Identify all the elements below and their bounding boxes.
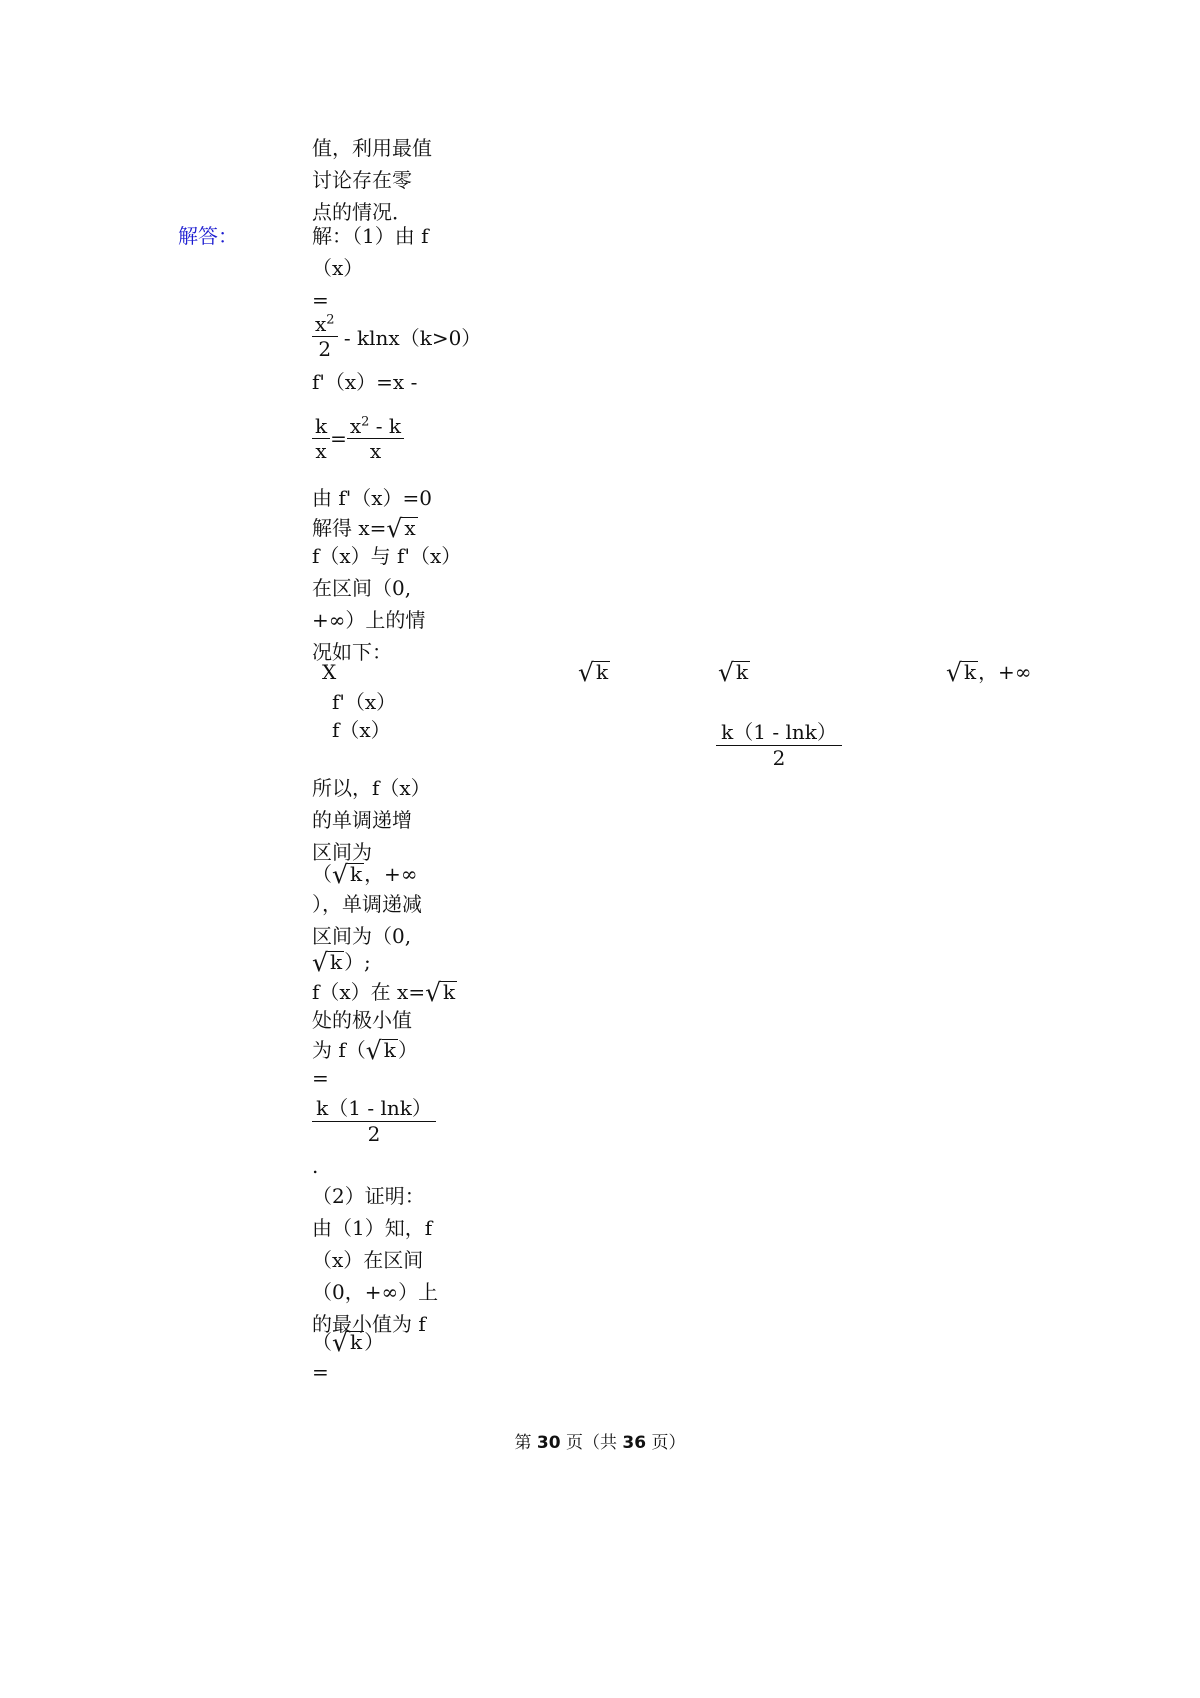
answer-line: = xyxy=(312,288,329,312)
function-definition xyxy=(312,312,481,361)
min-at-prefix: f（x）在 x= xyxy=(312,980,426,1004)
sqrt-x: √ x xyxy=(386,514,416,543)
derivative-line: f'（x）=x - xyxy=(312,370,418,394)
radicand: k xyxy=(595,660,609,684)
zero-line: 由 f'（x）=0 xyxy=(312,486,433,510)
min-value-line: 为 f（ √ k ） xyxy=(312,1036,418,1065)
solve-prefix: 解得 x= xyxy=(312,516,387,540)
radicand: k xyxy=(383,1038,396,1062)
table-cell-sqrt-k-2: √ k xyxy=(718,658,749,687)
min-line: 处的极小值 xyxy=(312,1008,412,1032)
frac-denominator: x xyxy=(347,438,404,463)
radicand: k xyxy=(963,660,977,684)
answer-line: （x） xyxy=(312,256,364,280)
page-number: 30 xyxy=(536,1433,561,1453)
radicand: k xyxy=(735,660,749,684)
radicand: x xyxy=(404,516,416,540)
answer-line: 解：（1）由 f xyxy=(312,224,429,248)
analysis-line: 讨论存在零 xyxy=(312,168,412,192)
intro-line: +∞）上的情 xyxy=(312,608,426,632)
paren-close: ） xyxy=(364,1330,385,1354)
table-cell-sqrt-k-1: √ k xyxy=(578,658,609,687)
analysis-block xyxy=(312,132,432,228)
conclusion-block-b xyxy=(312,888,422,952)
paren-close: ） xyxy=(397,1038,418,1062)
frac-numerator-rest: - k xyxy=(369,414,402,438)
intro-line: 况如下： xyxy=(312,640,392,664)
increasing-interval: （ √ k ，+∞ xyxy=(312,860,418,889)
table-row-label-x: X xyxy=(322,660,337,684)
fraction-k-over-x xyxy=(312,414,330,463)
part2-line: （x）在区间 xyxy=(312,1248,424,1272)
footer-suffix: 页） xyxy=(651,1433,686,1453)
part2-block xyxy=(312,1180,438,1340)
part2-line: 由（1）知，f xyxy=(312,1216,433,1240)
paren-open: （ xyxy=(312,862,332,886)
conclusion-line: ），单调递减 xyxy=(312,892,422,916)
paren-close: ）; xyxy=(344,950,371,974)
intro-line: f（x）与 f'（x） xyxy=(312,544,462,568)
intro-line: 在区间（0, xyxy=(312,576,412,600)
fraction-x-squared-over-2 xyxy=(312,312,338,361)
frac-numerator: x xyxy=(315,312,327,336)
period: . xyxy=(312,1154,319,1178)
part2-min-value: （ √ k ） xyxy=(312,1328,385,1357)
equals-line: = xyxy=(312,1066,329,1090)
min-val-prefix: 为 f（ xyxy=(312,1038,366,1062)
radicand: k xyxy=(443,980,456,1004)
answer-label: 解答： xyxy=(178,224,238,248)
footer-middle: 页（共 xyxy=(566,1433,617,1453)
analysis-line: 点的情况． xyxy=(312,200,412,224)
table-cell-min-value xyxy=(716,716,842,770)
frac-denominator: x xyxy=(312,438,330,463)
conclusion-block-a xyxy=(312,772,431,868)
frac-numerator: k（1 - lnk） xyxy=(721,720,837,744)
answer-block xyxy=(312,220,428,316)
part2-line: 的最小值为 f xyxy=(312,1312,426,1336)
equals-sign: = xyxy=(330,426,347,451)
exponent: 2 xyxy=(361,414,370,430)
paren-open: （ xyxy=(312,1330,332,1354)
frac-denominator: 2 xyxy=(716,745,842,770)
conclusion-line: 所以，f（x） xyxy=(312,776,431,800)
frac-denominator: 2 xyxy=(312,1121,436,1146)
frac-numerator: x xyxy=(349,414,362,438)
intro-block xyxy=(312,540,461,668)
table-cell-sqrt-k-inf: √ k ，+∞ xyxy=(946,658,1032,687)
page-footer xyxy=(0,1428,1200,1453)
page-total: 36 xyxy=(622,1433,647,1453)
conclusion-line: 的单调递增 xyxy=(312,808,412,832)
radicand: k xyxy=(349,862,363,886)
interval-suffix: ，+∞ xyxy=(364,862,418,886)
analysis-line: 值，利用最值 xyxy=(312,136,432,160)
conclusion-line: 区间为（0, xyxy=(312,924,412,948)
radicand: k xyxy=(329,950,343,974)
footer-prefix: 第 xyxy=(514,1433,532,1453)
table-row-label-fprime: f'（x） xyxy=(332,690,397,714)
table-row-label-f: f（x） xyxy=(332,718,391,742)
min-value-fraction xyxy=(312,1092,436,1146)
part2-equals: = xyxy=(312,1360,329,1384)
derivative-fraction xyxy=(312,414,404,463)
decreasing-interval-end: √ k ）; xyxy=(312,948,371,977)
frac-numerator: k（1 - lnk） xyxy=(316,1096,432,1120)
exponent: 2 xyxy=(326,312,335,328)
frac-numerator: k xyxy=(315,414,328,438)
part2-line: （2）证明： xyxy=(312,1184,425,1208)
frac-denominator: 2 xyxy=(312,336,338,361)
function-rest: - klnx（k>0） xyxy=(337,326,482,350)
interval-suffix: ，+∞ xyxy=(978,660,1032,684)
part2-line: （0，+∞）上 xyxy=(312,1280,439,1304)
conclusion-line: 区间为 xyxy=(312,840,372,864)
radicand: k xyxy=(349,1330,363,1354)
min-location-line: f（x）在 x= √ k xyxy=(312,978,456,1007)
fraction-x2-minus-k-over-x xyxy=(347,414,404,463)
